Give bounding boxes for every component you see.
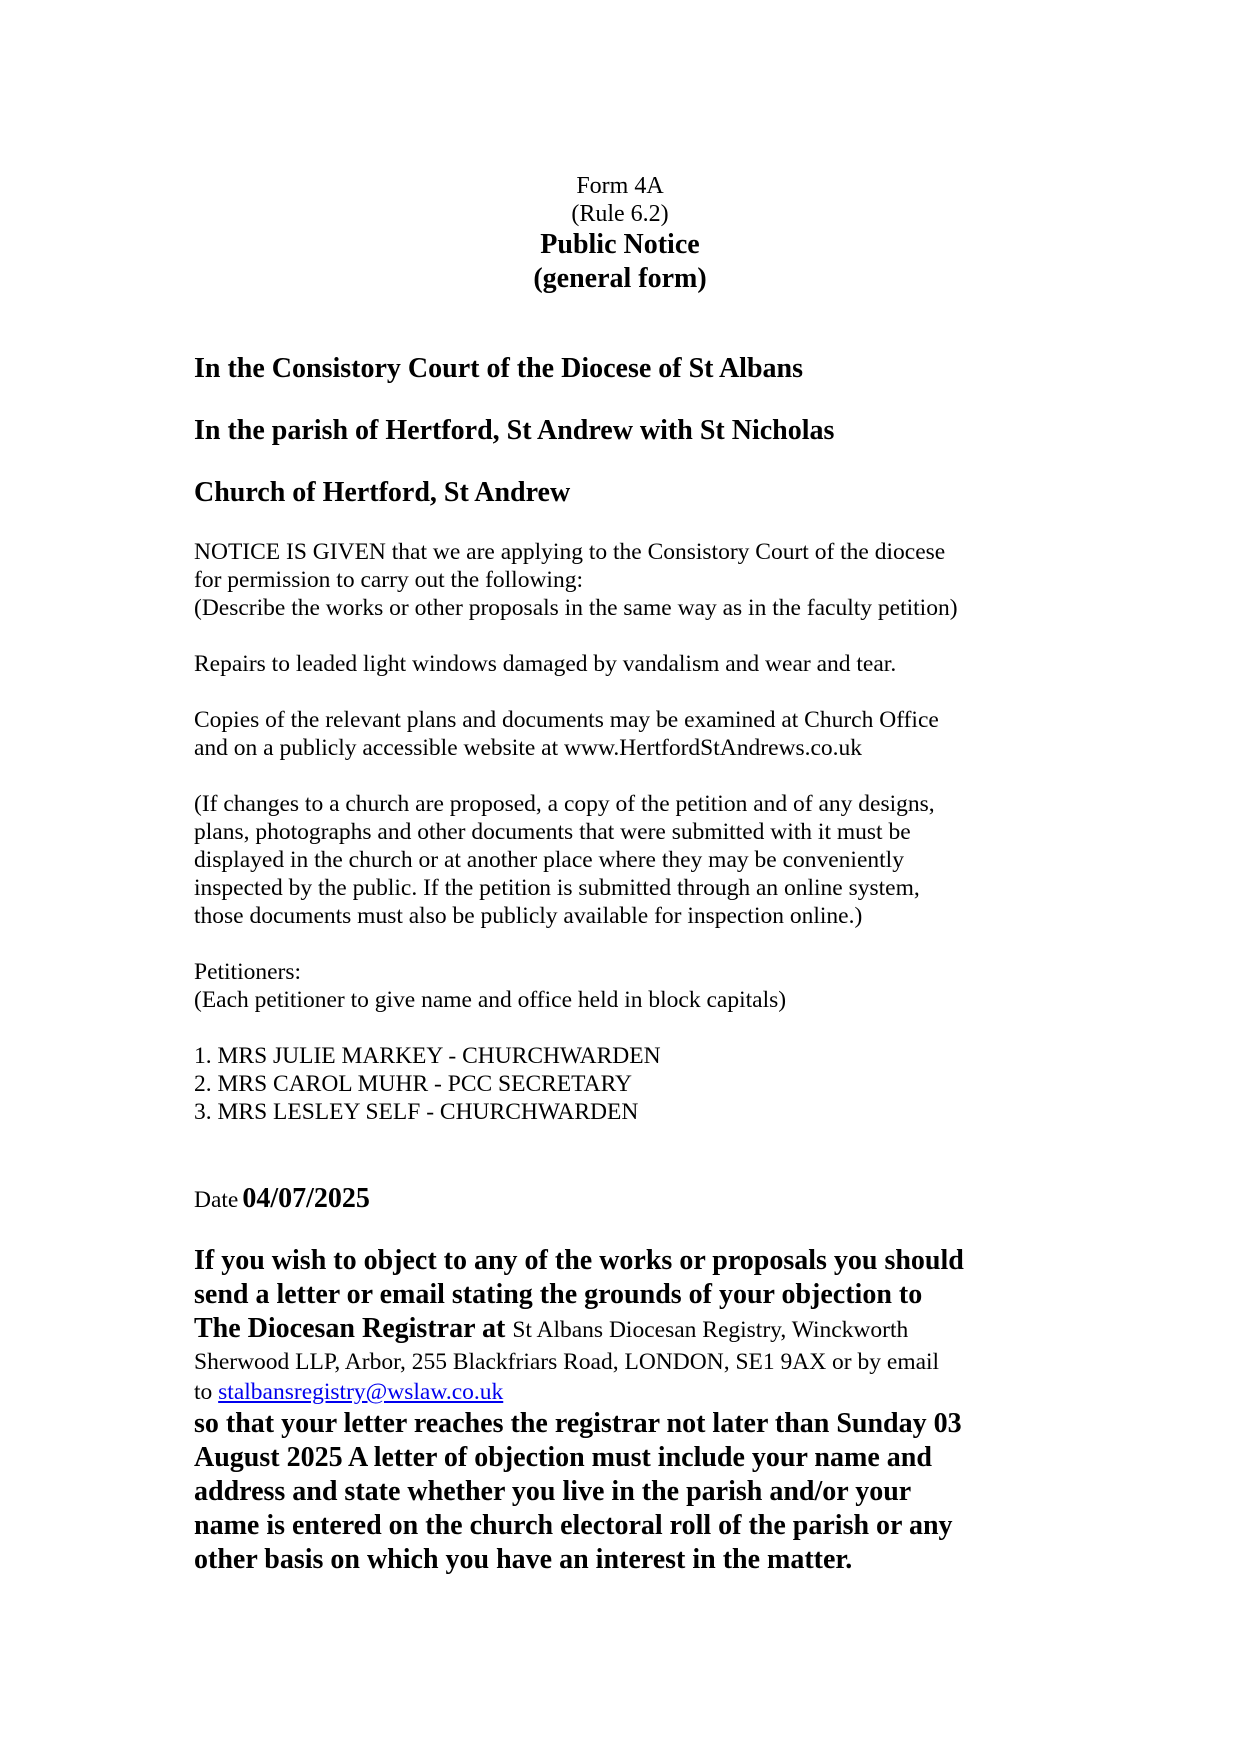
form-header [0,172,1240,296]
church-heading: Church of Hertford, St Andrew [194,477,571,508]
date-value: 04/07/2025 [242,1183,370,1214]
parish-heading: In the parish of Hertford, St Andrew with St Nicholas [194,415,835,446]
petitioners-section [194,958,1054,1014]
petitioner-item: 2. MRS CAROL MUHR - PCC SECRETARY [194,1071,632,1097]
petitioner-item: 3. MRS LESLEY SELF - CHURCHWARDEN [194,1099,639,1125]
guidance-paragraph: (If changes to a church are proposed, a copy of the petition and of any designs, plans, photographs and other documents that were submitted with it must be displayed in the church or at another place where they may be conveniently inspected by the public. If the petition is submitted through an online system, those documents must also be publicly available for inspection online.) [194,791,935,929]
notice-subtitle: (general form) [533,263,707,294]
registrar-label: The Diocesan Registrar at [194,1313,506,1344]
rule-reference: (Rule 6.2) [571,201,669,227]
form-number: Form 4A [576,173,664,199]
date-line [194,1182,1054,1216]
notice-title: Public Notice [540,229,700,260]
date-label: Date [194,1187,239,1213]
works-description: Repairs to leaded light windows damaged by vandalism and wear and tear. [194,651,897,677]
petitioners-instruction: (Each petitioner to give name and office held in block capitals) [194,987,787,1013]
copies-paragraph: Copies of the relevant plans and documents may be examined at Church Office and on a publicly accessible website at www.HertfordStAndrews.co.uk [194,707,939,761]
registry-address-cont: Sherwood LLP, Arbor, 255 Blackfriars Road, LONDON, SE1 9AX or by email [194,1349,940,1375]
court-heading: In the Consistory Court of the Diocese of St Albans [194,353,803,384]
petitioners-list [194,1042,1054,1126]
notice-statement: NOTICE IS GIVEN that we are applying to the Consistory Court of the diocese for permission to carry out the following: (Describe the works or other proposals in the same way as in the faculty petition) [194,539,958,621]
petitioner-item: 1. MRS JULIE MARKEY - CHURCHWARDEN [194,1043,661,1069]
petitioners-label: Petitioners: [194,959,302,985]
registry-address: St Albans Diocesan Registry, Winckworth [512,1317,909,1343]
registry-email-link[interactable]: stalbansregistry@wslaw.co.uk [218,1379,504,1405]
objection-section: If you wish to object to any of the works or proposals you should send a letter or email stating the grounds of your objection to The Diocesan Registrar at St Albans Diocesan Registry, Winckworth Sherwood LLP, Arbor, 255 Blackfriars Road, LONDON, SE1 9AX or by email to stalbansregistry@wslaw.co.uk so that your letter reaches the registrar not later than Sunday 03 August 2025 A letter of objection must include your name and address and state whether you live in the parish and/or your name is entered on the church electoral roll of the parish or any other basis on which you have an interest in the matter. [194,1244,1054,1577]
